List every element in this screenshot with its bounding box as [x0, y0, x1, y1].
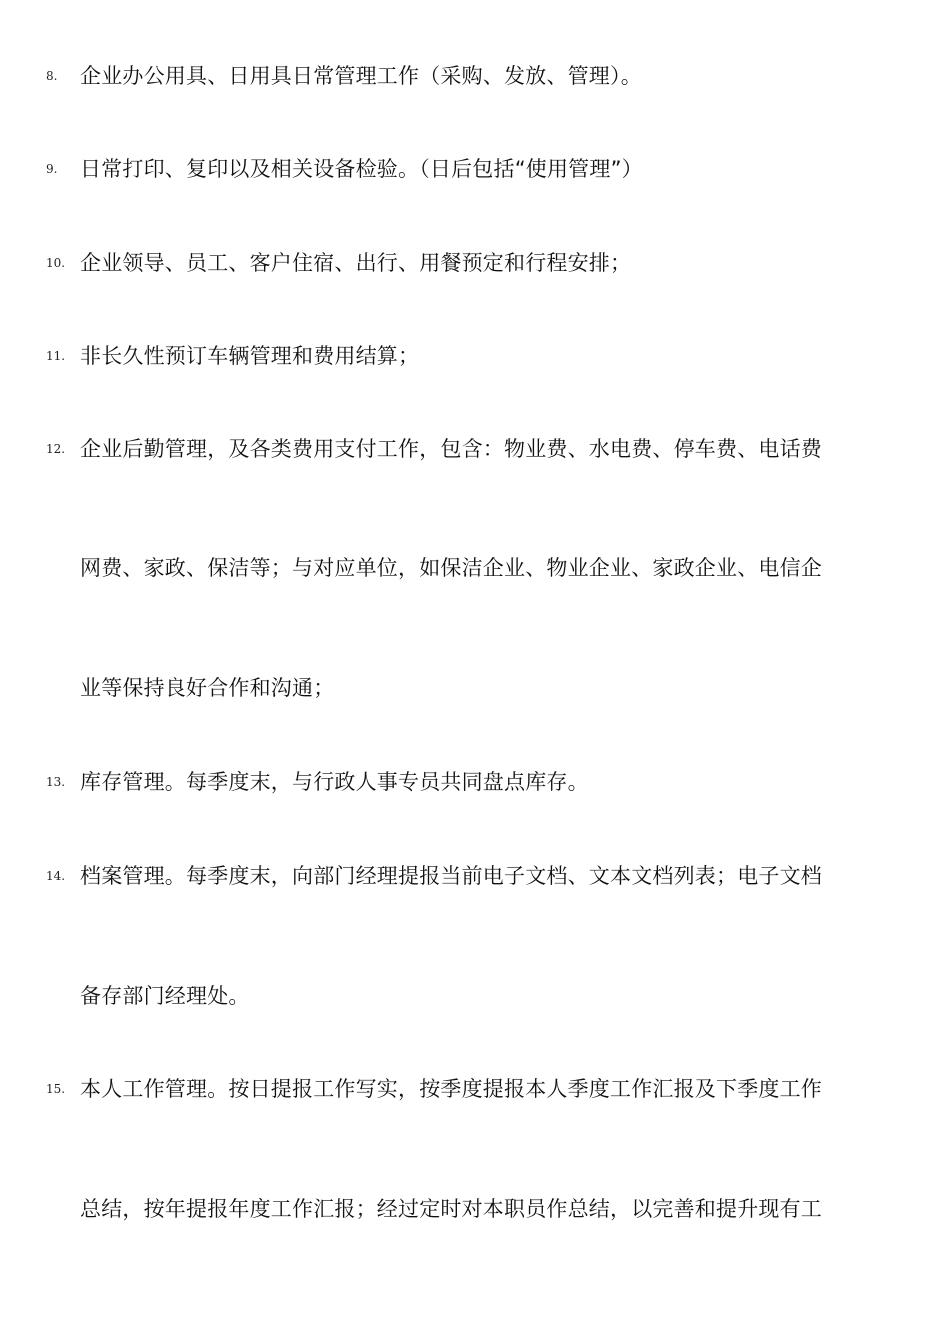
list-item-number: 9. [46, 162, 58, 176]
list-item-number: 11. [46, 349, 66, 363]
list-item-text: 非长久性预订车辆管理和费用结算； [80, 344, 420, 368]
list-item-number: 10. [46, 256, 66, 270]
list-item-text: 企业办公用具、日用具日常管理工作（采购、发放、管理）。 [80, 64, 642, 88]
list-item-text-line-1: 企业后勤管理，及各类费用支付工作，包含：物业费、水电费、停车费、电话费 [80, 437, 822, 461]
list-item-text-line-2: 总结，按年提报年度工作汇报；经过定时对本职员作总结，以完善和提升现有工 [80, 1197, 822, 1221]
list-item-number: 12. [46, 442, 66, 456]
list-item-text-line-2: 备存部门经理处。 [80, 984, 250, 1008]
list-item-text-line-1: 档案管理。每季度末，向部门经理提报当前电子文档、文本文档列表；电子文档 [80, 864, 822, 888]
list-item-number: 14. [46, 869, 66, 883]
list-item-number: 15. [46, 1082, 66, 1096]
list-item-text: 企业领导、员工、客户住宿、出行、用餐预定和行程安排； [80, 251, 632, 275]
list-item-number: 13. [46, 775, 66, 789]
list-item-text-line-1: 本人工作管理。按日提报工作写实，按季度提报本人季度工作汇报及下季度工作 [80, 1077, 822, 1101]
list-item-text-line-3: 业等保持良好合作和沟通； [80, 676, 335, 700]
list-item-text: 日常打印、复印以及相关设备检验。（日后包括“使用管理”） [80, 157, 643, 181]
list-item-text: 库存管理。每季度末，与行政人事专员共同盘点库存。 [80, 770, 589, 794]
list-item-number: 8. [46, 69, 58, 83]
list-item-text-line-2: 网费、家政、保洁等；与对应单位，如保洁企业、物业企业、家政企业、电信企 [80, 556, 822, 580]
